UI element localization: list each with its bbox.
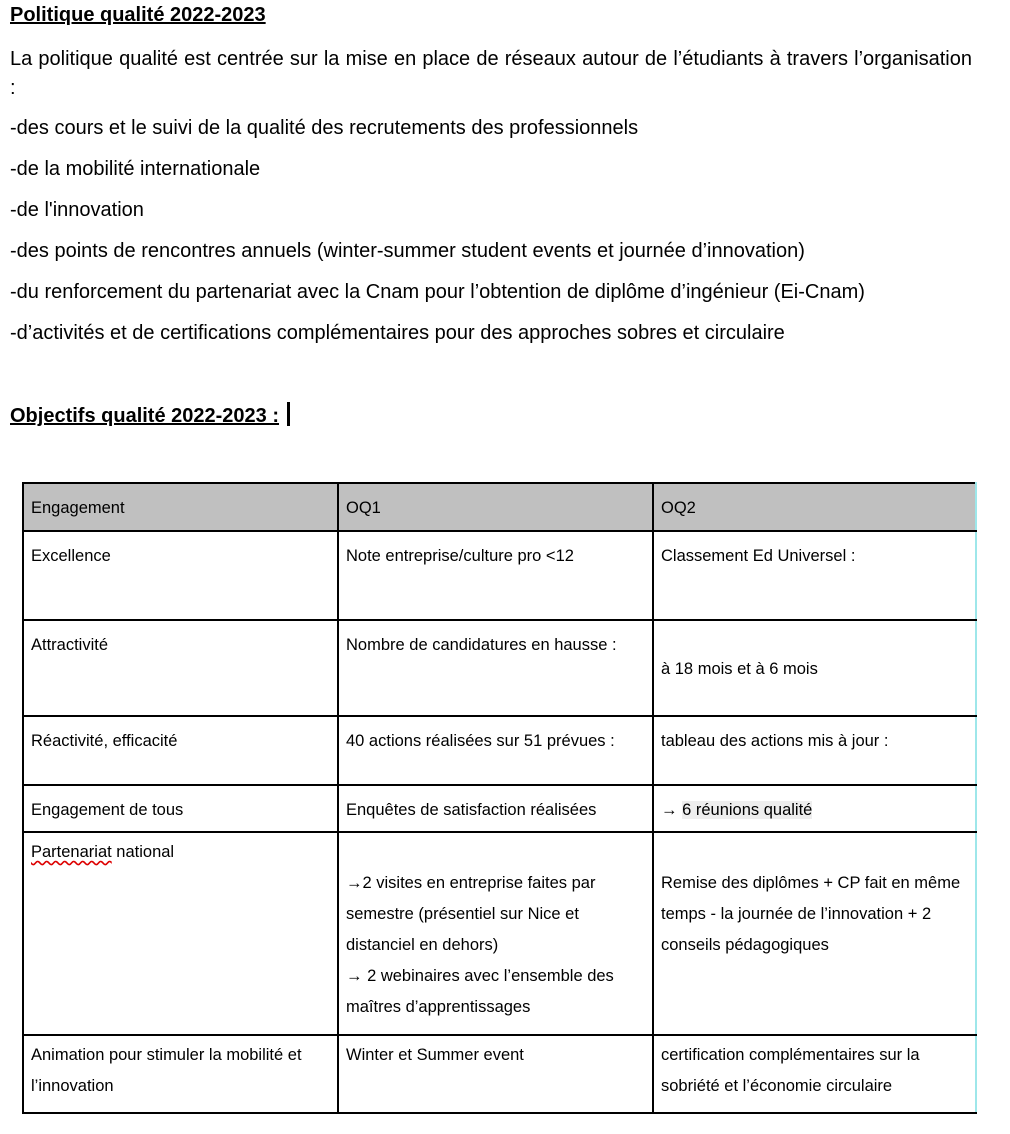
heading-objectifs-text: Objectifs qualité 2022-2023 : (10, 405, 280, 427)
spellcheck-word: Partenariat (31, 843, 112, 861)
cell-engagement: Engagement de tous (23, 785, 338, 832)
heading-objectifs (10, 402, 290, 428)
cell-engagement (23, 832, 338, 1035)
cell-engagement: Attractivité (23, 620, 338, 716)
arrow-text: → (661, 801, 683, 819)
bullet-item: -des cours et le suivi de la qualité des recrutements des professionnels (10, 117, 639, 139)
table-row (23, 531, 976, 620)
bullet-item: -du renforcement du partenariat avec la Cnam pour l’obtention de diplôme d’ingénieur (Ei-Cnam) (10, 281, 865, 303)
table-header-row (23, 483, 976, 531)
bullet-item: -d’activités et de certifications complémentaires pour des approches sobres et circulaire (10, 322, 785, 344)
cell-oq1: 40 actions réalisées sur 51 prévues : (338, 716, 653, 785)
cell-oq2: tableau des actions mis à jour : (653, 716, 976, 785)
bullet-item: -de la mobilité internationale (10, 158, 261, 180)
table-row (23, 620, 976, 716)
cell-oq1: Winter et Summer event (338, 1035, 653, 1113)
cell-oq1 (338, 832, 653, 1035)
header-oq1: OQ1 (338, 483, 653, 531)
bullet-item: -des points de rencontres annuels (winter-summer student events et journée d’innovation) (10, 240, 805, 262)
cell-line: →2 visites en entreprise faites par semestre (présentiel sur Nice et distanciel en dehors) (346, 874, 596, 954)
cell-oq2: Classement Ed Universel : (653, 531, 976, 620)
highlighted-text: 6 réunions qualité (682, 801, 813, 819)
cell-oq2: certification complémentaires sur la sobriété et l’économie circulaire (653, 1035, 976, 1113)
cell-oq1: Note entreprise/culture pro <12 (338, 531, 653, 620)
cell-text: national (111, 843, 175, 861)
cell-line: → 2 webinaires avec l’ensemble des maîtres d’apprentissages (346, 967, 614, 1016)
bullet-item: -de l'innovation (10, 199, 144, 221)
table-row (23, 832, 976, 1035)
header-oq2: OQ2 (653, 483, 976, 531)
cell-engagement: Excellence (23, 531, 338, 620)
table-row (23, 785, 976, 832)
text-cursor[interactable] (287, 402, 290, 426)
cell-engagement: Réactivité, efficacité (23, 716, 338, 785)
cell-oq2: à 18 mois et à 6 mois (653, 620, 976, 716)
cell-oq2 (653, 785, 976, 832)
cell-engagement: Animation pour stimuler la mobilité et l’innovation (23, 1035, 338, 1113)
cell-oq2: Remise des diplômes + CP fait en même temps - la journée de l’innovation + 2 conseils pédagogiques (653, 832, 976, 1035)
heading-politique: Politique qualité 2022-2023 (10, 4, 266, 26)
table-row (23, 1035, 976, 1113)
cell-oq1: Nombre de candidatures en hausse : (338, 620, 653, 716)
header-engagement: Engagement (23, 483, 338, 531)
intro-paragraph: La politique qualité est centrée sur la mise en place de réseaux autour de l’étudiants à travers l’organisation : (10, 48, 972, 99)
objectives-table (22, 482, 977, 1114)
table-row (23, 716, 976, 785)
cell-oq1: Enquêtes de satisfaction réalisées (338, 785, 653, 832)
